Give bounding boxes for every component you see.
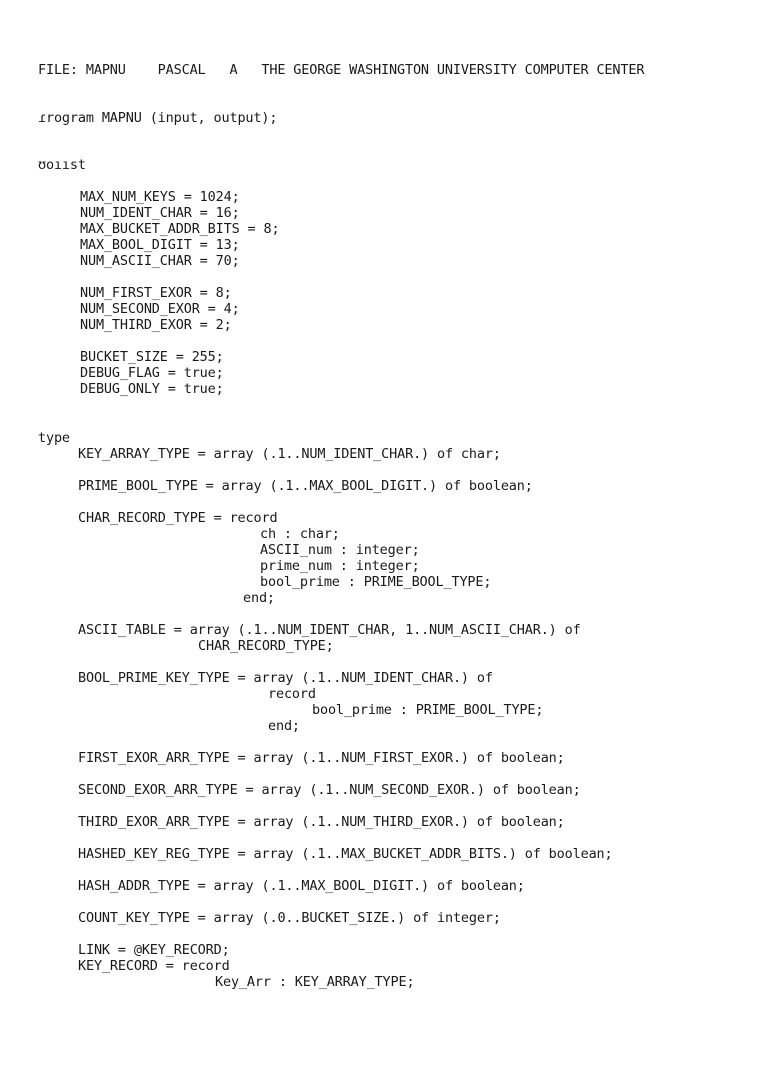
const-line: NUM_FIRST_EXOR = 8; [80, 285, 232, 301]
file-header: FILE: MAPNU PASCAL A THE GEORGE WASHINGTON UNIVERSITY COMPUTER CENTER [38, 62, 645, 78]
const-line: DEBUG_FLAG = true; [80, 365, 224, 381]
type-continuation: CHAR_RECORD_TYPE; [198, 638, 334, 654]
type-declaration: BOOL_PRIME_KEY_TYPE = array (.1..NUM_IDENT_CHAR.) of [78, 670, 493, 686]
record-field: bool_prime : PRIME_BOOL_TYPE; [312, 702, 544, 718]
const-line: BUCKET_SIZE = 255; [80, 349, 224, 365]
type-declaration: SECOND_EXOR_ARR_TYPE = array (.1..NUM_SECOND_EXOR.) of boolean; [78, 782, 581, 798]
type-declaration: ASCII_TABLE = array (.1..NUM_IDENT_CHAR, 1..NUM_ASCII_CHAR.) of [78, 622, 581, 638]
type-keyword: type [38, 430, 70, 446]
type-declaration: CHAR_RECORD_TYPE = record [78, 510, 278, 526]
record-keyword: record [268, 686, 316, 702]
const-line: DEBUG_ONLY = true; [80, 381, 224, 397]
type-declaration: LINK = @KEY_RECORD; [78, 942, 230, 958]
const-keyword: ʊoııst [38, 157, 86, 173]
const-line: NUM_ASCII_CHAR = 70; [80, 253, 240, 269]
record-field: Key_Arr : KEY_ARRAY_TYPE; [215, 974, 415, 990]
type-declaration: THIRD_EXOR_ARR_TYPE = array (.1..NUM_THIRD_EXOR.) of boolean; [78, 814, 565, 830]
type-declaration: KEY_RECORD = record [78, 958, 230, 974]
const-line: NUM_SECOND_EXOR = 4; [80, 301, 240, 317]
type-declaration: PRIME_BOOL_TYPE = array (.1..MAX_BOOL_DIGIT.) of boolean; [78, 478, 533, 494]
program-declaration: ɾrogram MAPNU (input, output); [38, 110, 278, 126]
type-declaration: HASHED_KEY_REG_TYPE = array (.1..MAX_BUCKET_ADDR_BITS.) of boolean; [78, 846, 613, 862]
record-end: end; [268, 718, 300, 734]
type-declaration: KEY_ARRAY_TYPE = array (.1..NUM_IDENT_CHAR.) of char; [78, 446, 501, 462]
type-declaration: COUNT_KEY_TYPE = array (.0..BUCKET_SIZE.) of integer; [78, 910, 501, 926]
const-line: NUM_THIRD_EXOR = 2; [80, 317, 232, 333]
record-end: end; [243, 590, 275, 606]
const-line: MAX_NUM_KEYS = 1024; [80, 189, 240, 205]
const-line: MAX_BUCKET_ADDR_BITS = 8; [80, 221, 280, 237]
record-field: prime_num : integer; [260, 558, 420, 574]
const-line: NUM_IDENT_CHAR = 16; [80, 205, 240, 221]
const-line: MAX_BOOL_DIGIT = 13; [80, 237, 240, 253]
type-declaration: FIRST_EXOR_ARR_TYPE = array (.1..NUM_FIRST_EXOR.) of boolean; [78, 750, 565, 766]
record-field: ASCII_num : integer; [260, 542, 420, 558]
record-field: ch : char; [260, 526, 340, 542]
type-declaration: HASH_ADDR_TYPE = array (.1..MAX_BOOL_DIGIT.) of boolean; [78, 878, 525, 894]
record-field: bool_prime : PRIME_BOOL_TYPE; [260, 574, 492, 590]
